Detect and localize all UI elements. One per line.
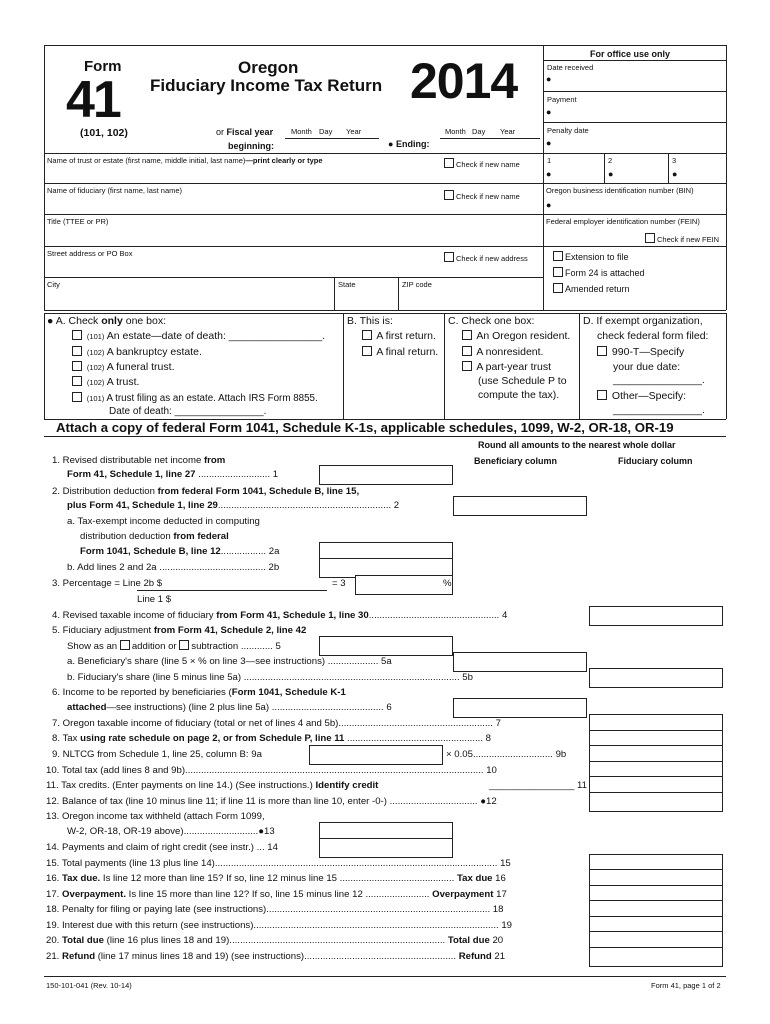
amended-label: Amended return: [565, 284, 630, 294]
fiduciary-new-name-checkbox[interactable]: [444, 190, 520, 201]
line-4-input[interactable]: [589, 606, 723, 626]
checkbox-icon[interactable]: [362, 330, 372, 340]
subtraction-checkbox-icon[interactable]: [179, 640, 189, 650]
line-11-label: 11. Tax credits. (Enter payments on line 14.) (See instructions.): [46, 780, 316, 791]
nonresident-label: A nonresident.: [476, 346, 544, 358]
line-2-label-bold: from federal Form 1041, Schedule B, line 15,: [157, 486, 360, 497]
line-1-label-bold: from: [203, 455, 226, 466]
checkbox-icon[interactable]: [72, 376, 82, 386]
nonresident-checkbox[interactable]: [462, 346, 543, 358]
line-21-label-bold: Refund: [62, 951, 96, 962]
line-5b-input[interactable]: [589, 668, 723, 688]
line-5-show-label: Show as an: [67, 641, 118, 652]
checkbox-icon[interactable]: [553, 283, 563, 293]
fiduciary-name-input[interactable]: [46, 196, 436, 212]
part-year-checkbox[interactable]: [462, 361, 551, 373]
line-5a-input[interactable]: [453, 652, 587, 672]
line-17-label-end: 17: [493, 889, 507, 900]
checkbox-icon[interactable]: [553, 267, 563, 277]
line-6-input[interactable]: [453, 698, 587, 718]
option-code: (102): [86, 378, 105, 387]
section-d-label-2: check federal form filed:: [597, 330, 709, 342]
payment-label: Payment: [547, 95, 577, 104]
line-11-label-end: ________________ 11: [489, 780, 587, 791]
line-2a-label-bold: from federal: [173, 531, 229, 542]
option-label: A bankruptcy estate.: [106, 346, 202, 358]
oregon-resident-checkbox[interactable]: [462, 330, 570, 342]
fiscal-year-label: Fiscal year: [226, 127, 274, 137]
line-17-label-bold: Overpayment.: [62, 889, 127, 900]
city-label: City: [47, 280, 60, 289]
checkbox-icon[interactable]: [553, 251, 563, 261]
line-16-label-bold-2: Tax due: [456, 873, 493, 884]
oregon-resident-label: An Oregon resident.: [476, 330, 571, 342]
line-7-label: 7. Oregon taxable income of fiduciary (total or net of lines 4 and 5b).......................................................... 7: [52, 718, 501, 729]
line-12-label: 12. Balance of tax (line 10 minus line 11; if line 11 is more than line 10, enter -0-) ................................. ●12: [46, 796, 497, 807]
line-3-input[interactable]: [355, 575, 453, 595]
section-a-label-bold: only: [101, 315, 123, 327]
bin-label: Oregon business identification number (BIN): [546, 186, 694, 195]
line-16-label: Is line 12 more than line 15? If so, line 12 minus line 15 ...........................................: [100, 873, 457, 884]
line-20-label: (line 16 plus lines 18 and 19).................................................................................: [103, 935, 448, 946]
section-a-option-4[interactable]: [72, 376, 139, 388]
zip-label: ZIP code: [402, 280, 432, 289]
date-received-bullet: ●: [546, 74, 552, 84]
section-a-date-of-death: Date of death: ________________.: [109, 406, 267, 417]
line-4-label-end: ................................................. 4: [368, 610, 508, 621]
state-input[interactable]: [336, 290, 394, 306]
footer-page: Form 41, page 1 of 2: [651, 981, 721, 990]
line-6b-label-bold: attached: [67, 702, 107, 713]
title-ttee-label: Title (TTEE or PR): [47, 217, 109, 226]
line-14-label: 14. Payments and claim of right credit (see instr.) ... 14: [46, 842, 278, 853]
addition-checkbox-icon[interactable]: [120, 640, 130, 650]
line-18-label: 18. Penalty for filing or paying late (see instructions).................................................................................... 18: [46, 904, 504, 915]
line-5-label: 5. Fiduciary adjustment: [52, 625, 154, 636]
line-9a-label: 9. NLTCG from Schedule 1, line 25, column B: 9a: [52, 749, 262, 760]
part-year-note-2: compute the tax).: [478, 389, 560, 401]
line-16-num: 16.: [46, 873, 63, 884]
bullet: ●: [388, 139, 394, 149]
penalty-date-label: Penalty date: [547, 126, 589, 135]
street-input[interactable]: [46, 259, 436, 275]
line-2a-label-3: ................. 2a: [220, 546, 280, 557]
line-2b-add-label: b. Add lines 2 and 2a ........................................ 2b: [67, 562, 280, 573]
line-13-label: 13. Oregon income tax withheld (attach Form 1099,: [46, 811, 265, 822]
line-3-label: 3. Percentage = Line 2b $: [52, 578, 163, 589]
option-label: A trust.: [106, 376, 140, 388]
line-21-num: 21.: [46, 951, 63, 962]
date-received-label: Date received: [547, 63, 594, 72]
office-use-title: For office use only: [590, 49, 671, 59]
line-1-input[interactable]: [319, 465, 453, 485]
fiscal-year-end: Year: [500, 127, 516, 136]
fiduciary-column-header: Fiduciary column: [618, 456, 693, 466]
line-4-label-bold: from Form 41, Schedule 1, line 30: [216, 610, 369, 621]
beneficiary-column-header: Beneficiary column: [474, 456, 558, 466]
line-20-label-end: 20: [489, 935, 504, 946]
form-number: 41: [66, 71, 120, 129]
checkbox-icon[interactable]: [362, 346, 372, 356]
new-name-checkbox[interactable]: [444, 158, 520, 169]
line-2a-label: a. Tax-exempt income deducted in computing: [67, 516, 260, 527]
line-2b-label-bold: plus Form 41, Schedule 1, line 29: [67, 500, 218, 511]
amended-checkbox[interactable]: [553, 283, 630, 294]
line-9b-label: × 0.05.............................. 9b: [446, 749, 567, 760]
checkbox-icon[interactable]: [444, 158, 454, 168]
fiscal-month-end: Month: [445, 127, 466, 136]
part-year-note-1: (use Schedule P to: [478, 375, 567, 387]
990t-checkbox[interactable]: [597, 346, 684, 358]
checkbox-icon[interactable]: [72, 392, 82, 402]
line-2-label: 2. Distribution deduction: [52, 486, 158, 497]
checkbox-icon[interactable]: [444, 252, 454, 262]
checkbox-icon[interactable]: [72, 330, 82, 340]
city-input[interactable]: [46, 290, 330, 306]
line-12-input[interactable]: [589, 792, 723, 812]
trust-name-input[interactable]: [46, 166, 436, 182]
checkbox-icon[interactable]: [462, 346, 472, 356]
line-6-label: 6. Income to be reported by beneficiaries (: [52, 687, 232, 698]
fein-label: Federal employer identification number (FEIN): [546, 217, 700, 226]
part-year-label: A part-year trust: [476, 361, 552, 373]
section-c-label: C. Check one box:: [448, 315, 535, 327]
option-code: (101): [86, 394, 105, 403]
checkbox-icon[interactable]: [462, 361, 472, 371]
option-label: A funeral trust.: [106, 361, 175, 373]
line-1b-label-bold: Form 41, Schedule 1, line 27: [67, 469, 196, 480]
line-13-label-2: W-2, OR-18, OR-19 above)............................●13: [67, 826, 275, 837]
office-box-3-label: 3: [672, 156, 677, 165]
new-fein-label: Check if new FEIN: [657, 235, 720, 244]
office-box-3-bullet: ●: [672, 169, 678, 179]
line-5-input[interactable]: [319, 636, 453, 656]
line-5-subtraction-label: subtraction ............ 5: [191, 641, 281, 652]
other-org-line: ________________.: [613, 405, 705, 416]
penalty-bullet: ●: [546, 138, 552, 148]
line-5a-label: a. Beneficiary's share (line 5 × % on line 3—see instructions) ................... 5a: [67, 656, 392, 667]
line-15-label: 15. Total payments (line 13 plus line 14).......................................................................................................... 15: [46, 858, 511, 869]
line-5-addition-label: addition or: [131, 641, 177, 652]
form24-checkbox[interactable]: [553, 267, 645, 278]
section-d-label: D. If exempt organization,: [583, 315, 703, 327]
fiduciary-new-name-label: Check if new name: [456, 192, 520, 201]
line-17-num: 17.: [46, 889, 63, 900]
line-6b-label: —see instructions) (line 2 plus line 5a) .......................................... 6: [106, 702, 392, 713]
bin-bullet: ●: [546, 200, 552, 210]
form-codes: (101, 102): [80, 127, 128, 139]
line-20-num: 20.: [46, 935, 63, 946]
other-org-checkbox[interactable]: [597, 390, 686, 402]
checkbox-icon[interactable]: [597, 346, 607, 356]
line-2-input[interactable]: [453, 496, 587, 516]
section-a-option-2[interactable]: [72, 346, 202, 358]
line-3-percent: %: [443, 578, 452, 589]
line-10-label: 10. Total tax (add lines 8 and 9b)................................................................................................................ 10: [46, 765, 497, 776]
line-21-label-bold-2: Refund: [458, 951, 492, 962]
print-clearly-note: —print clearly or type: [245, 156, 323, 165]
line-8-label-bold: using rate schedule on page 2, or from Schedule P, line 11: [80, 733, 345, 744]
option-code: (101): [86, 332, 105, 341]
zip-input[interactable]: [400, 290, 538, 306]
fiscal-begin-input[interactable]: [285, 133, 379, 145]
checkbox-icon[interactable]: [597, 390, 607, 400]
fiscal-day-end: Day: [472, 127, 486, 136]
line-8-label-end: ................................................... 8: [344, 733, 491, 744]
fiscal-day: Day: [319, 127, 333, 136]
footer-form-code: 150-101-041 (Rev. 10-14): [46, 981, 132, 990]
form-word: Form: [84, 58, 122, 75]
round-note: Round all amounts to the nearest whole dollar: [478, 440, 676, 450]
line-21-label-end: 21: [491, 951, 506, 962]
fiduciary-name-label: Name of fiduciary (first name, last name): [47, 186, 183, 195]
fiscal-year: Year: [346, 127, 362, 136]
line-6-label-bold: Form 1041, Schedule K-1: [231, 687, 346, 698]
new-address-checkbox[interactable]: [444, 252, 528, 263]
final-return-label: A final return.: [376, 346, 439, 358]
line-16-label-end: 16: [492, 873, 506, 884]
line-2b-label: ................................................................. 2: [217, 500, 400, 511]
990t-label: 990-T—Specify: [611, 346, 685, 358]
section-a-option-1[interactable]: [72, 330, 325, 342]
street-label: Street address or PO Box: [47, 249, 133, 258]
line-16-label-bold: Tax due.: [62, 873, 101, 884]
first-return-checkbox[interactable]: [362, 330, 436, 342]
line-3-denominator: Line 1 $: [137, 594, 172, 605]
section-a-option-5[interactable]: [72, 392, 318, 404]
tax-year: 2014: [410, 53, 518, 109]
office-box-2-label: 2: [608, 156, 613, 165]
payment-bullet: ●: [546, 107, 552, 117]
line-21-input[interactable]: [589, 947, 723, 967]
option-label: A trust filing as an estate. Attach IRS Form 8855.: [106, 393, 318, 404]
office-box-1-label: 1: [547, 156, 552, 165]
extension-checkbox[interactable]: [553, 251, 629, 262]
checkbox-icon[interactable]: [645, 233, 655, 243]
line-19-label: 19. Interest due with this return (see instructions)............................................................................................ 19: [46, 920, 512, 931]
line-11-label-bold: Identify credit: [315, 780, 379, 791]
line-1b-label: ........................... 1: [195, 469, 279, 480]
990t-due-line: ________________.: [613, 375, 705, 386]
checkbox-icon[interactable]: [72, 361, 82, 371]
line-2a-label-3-bold: Form 1041, Schedule B, line 12: [80, 546, 221, 557]
fiscal-or: or: [216, 127, 225, 137]
line-2a-label-2: distribution deduction: [80, 531, 174, 542]
new-address-label: Check if new address: [456, 254, 528, 263]
line-21-label: (line 17 minus lines 18 and 19) (see instructions).........................................................: [95, 951, 459, 962]
line-8-label: 8. Tax: [52, 733, 81, 744]
other-org-label: Other—Specify:: [611, 390, 687, 402]
bin-input[interactable]: [556, 198, 721, 211]
option-code: (102): [86, 363, 105, 372]
line-4-label: 4. Revised taxable income of fiduciary: [52, 610, 217, 621]
checkbox-icon[interactable]: [444, 190, 454, 200]
line-1-label: 1. Revised distributable net income: [52, 455, 204, 466]
option-code: (102): [86, 348, 105, 357]
line-5b-label: b. Fiduciary's share (line 5 minus line 5a) ................................................................................. 5b: [67, 672, 473, 683]
new-name-label: Check if new name: [456, 160, 520, 169]
extension-label: Extension to file: [565, 252, 629, 262]
line-5-label-bold: from Form 41, Schedule 2, line 42: [153, 625, 307, 636]
fiscal-month: Month: [291, 127, 312, 136]
title-input[interactable]: [46, 227, 536, 243]
line-20-label-bold-2: Total due: [447, 935, 490, 946]
checkbox-icon[interactable]: [462, 330, 472, 340]
page-title: Fiduciary Income Tax Return: [150, 76, 383, 95]
office-box-2-bullet: ●: [608, 169, 614, 179]
section-a-label-pre: A. Check: [55, 315, 102, 327]
line-17-label: Is line 15 more than line 12? If so, line 15 minus line 12 ........................: [126, 889, 433, 900]
trust-name-label: Name of trust or estate (first name, middle initial, last name): [47, 156, 246, 165]
line-20-label-bold: Total due: [62, 935, 104, 946]
line-17-label-bold-2: Overpayment: [432, 889, 494, 900]
final-return-checkbox[interactable]: [362, 346, 438, 358]
attach-banner: Attach a copy of federal Form 1041, Schedule K-1s, applicable schedules, 1099, W-2, OR-18, OR-19: [56, 420, 674, 435]
line-9a-input[interactable]: [309, 745, 443, 765]
checkbox-icon[interactable]: [72, 346, 82, 356]
section-a-bullet: ●: [47, 315, 54, 327]
fiscal-end-input[interactable]: [440, 133, 540, 145]
section-a-option-3[interactable]: [72, 361, 174, 373]
state-label: State: [338, 280, 356, 289]
section-a-label-post: one box:: [122, 315, 167, 327]
first-return-label: A first return.: [376, 330, 436, 342]
line-14-input[interactable]: [319, 838, 453, 858]
new-fein-checkbox[interactable]: [645, 233, 719, 244]
option-label: An estate—date of death: ________________.: [106, 330, 326, 342]
office-box-1-bullet: ●: [546, 169, 552, 179]
section-b-label: B. This is:: [347, 315, 393, 327]
state-title: Oregon: [238, 58, 299, 77]
line-3-eq: = 3: [332, 578, 346, 589]
fiscal-ending-label: Ending:: [395, 139, 430, 149]
form24-label: Form 24 is attached: [565, 268, 645, 278]
fiscal-beginning-label: beginning:: [228, 141, 274, 151]
990t-due-label: your due date:: [613, 361, 681, 373]
